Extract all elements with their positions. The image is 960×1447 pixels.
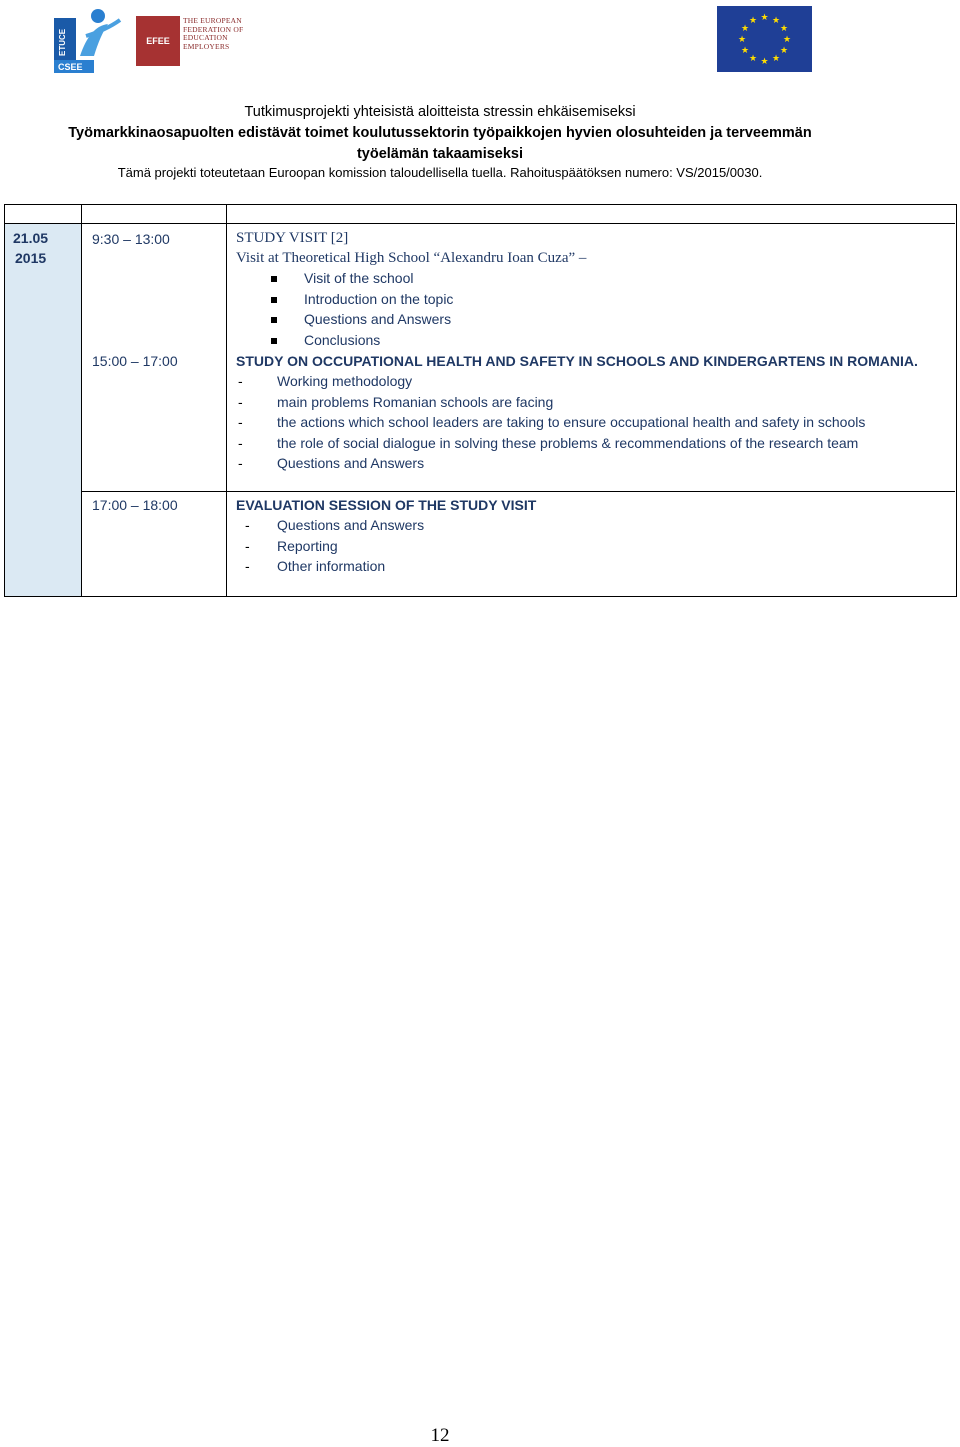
date-year: 2015 xyxy=(15,250,47,266)
session3-item: Reporting xyxy=(277,538,338,554)
dash-bullet-icon: - xyxy=(245,558,250,574)
session1-time: 9:30 – 13:00 xyxy=(92,231,170,247)
session3-item: Other information xyxy=(277,558,386,574)
svg-text:★: ★ xyxy=(779,24,789,34)
svg-text:★: ★ xyxy=(740,46,750,56)
svg-text:★: ★ xyxy=(740,24,750,34)
efee-name-line: EMPLOYERS xyxy=(183,41,230,51)
svg-text:★: ★ xyxy=(779,46,789,56)
square-bullet-icon xyxy=(271,276,277,282)
session2-item: Working methodology xyxy=(277,373,413,389)
header-funding-note: Tämä projekti toteutetaan Euroopan komission taloudellisella tuella. Rahoituspäätöksen numero: VS/2015/0030. xyxy=(117,165,763,180)
eu-flag-icon xyxy=(717,6,812,72)
session2-item: the actions which school leaders are taking to ensure occupational health and safety in schools xyxy=(277,414,866,430)
efee-logo-mark: EFEE xyxy=(136,16,180,66)
square-bullet-icon xyxy=(271,338,277,344)
row-divider xyxy=(81,491,955,492)
dash-bullet-icon: - xyxy=(238,373,243,389)
session2-time: 15:00 – 17:00 xyxy=(92,353,178,369)
svg-text:CSEE: CSEE xyxy=(58,62,83,72)
page-number: 12 xyxy=(430,1425,450,1446)
square-bullet-icon xyxy=(271,317,277,323)
session1-title: STUDY VISIT [2] xyxy=(236,230,349,246)
column-divider xyxy=(81,205,82,596)
dash-bullet-icon: - xyxy=(245,517,250,533)
svg-text:★: ★ xyxy=(737,35,747,45)
date-column xyxy=(5,223,81,596)
row-divider xyxy=(5,223,955,224)
date-day: 21.05 xyxy=(13,230,49,246)
session2-item: the role of social dialogue in solving these problems & recommendations of the research team xyxy=(277,435,859,451)
column-divider xyxy=(226,205,227,596)
session1-subtitle: Visit at Theoretical High School “Alexandru Ioan Cuza” – xyxy=(236,250,587,266)
square-bullet-icon xyxy=(271,297,277,303)
dash-bullet-icon: - xyxy=(238,455,243,471)
session1-item: Conclusions xyxy=(304,332,381,348)
dash-bullet-icon: - xyxy=(238,394,243,410)
efee-name-line: EDUCATION xyxy=(183,33,228,43)
schedule-table xyxy=(4,204,957,597)
session3-item: Questions and Answers xyxy=(277,517,425,533)
efee-name-line: FEDERATION OF xyxy=(183,24,244,34)
svg-text:★: ★ xyxy=(771,16,781,26)
session2-title: STUDY ON OCCUPATIONAL HEALTH AND SAFETY IN SCHOOLS AND KINDERGARTENS IN ROMANIA. xyxy=(236,353,918,369)
header-project-title: Tutkimusprojekti yhteisistä aloitteista stressin ehkäisemiseksi xyxy=(244,104,636,120)
dash-bullet-icon: - xyxy=(238,414,243,430)
efee-logo xyxy=(136,16,244,68)
header-subtitle-line2: työelämän takaamiseksi xyxy=(356,146,524,162)
header-subtitle-line1: Työmarkkinaosapuolten edistävät toimet koulutussektorin työpaikkojen hyvien olosuhteiden ja terveemmän xyxy=(68,125,812,141)
svg-text:★: ★ xyxy=(760,57,769,67)
svg-text:★: ★ xyxy=(771,54,781,64)
efee-logo-text xyxy=(183,17,247,52)
efee-name-line: THE EUROPEAN xyxy=(183,16,242,25)
etuce-logo xyxy=(50,6,122,74)
dash-bullet-icon: - xyxy=(245,538,250,554)
svg-text:★: ★ xyxy=(760,13,769,23)
svg-text:★: ★ xyxy=(748,54,758,64)
session1-item: Introduction on the topic xyxy=(304,291,454,307)
session1-item: Visit of the school xyxy=(304,270,414,286)
session3-title: EVALUATION SESSION OF THE STUDY VISIT xyxy=(236,497,537,513)
session3-time: 17:00 – 18:00 xyxy=(92,497,178,513)
dash-bullet-icon: - xyxy=(238,435,243,451)
session1-item: Questions and Answers xyxy=(304,311,452,327)
session2-item: main problems Romanian schools are facing xyxy=(277,394,554,410)
svg-text:★: ★ xyxy=(782,35,792,45)
svg-text:ETUCE: ETUCE xyxy=(58,28,67,56)
session2-item: Questions and Answers xyxy=(277,455,425,471)
svg-text:★: ★ xyxy=(748,16,758,26)
